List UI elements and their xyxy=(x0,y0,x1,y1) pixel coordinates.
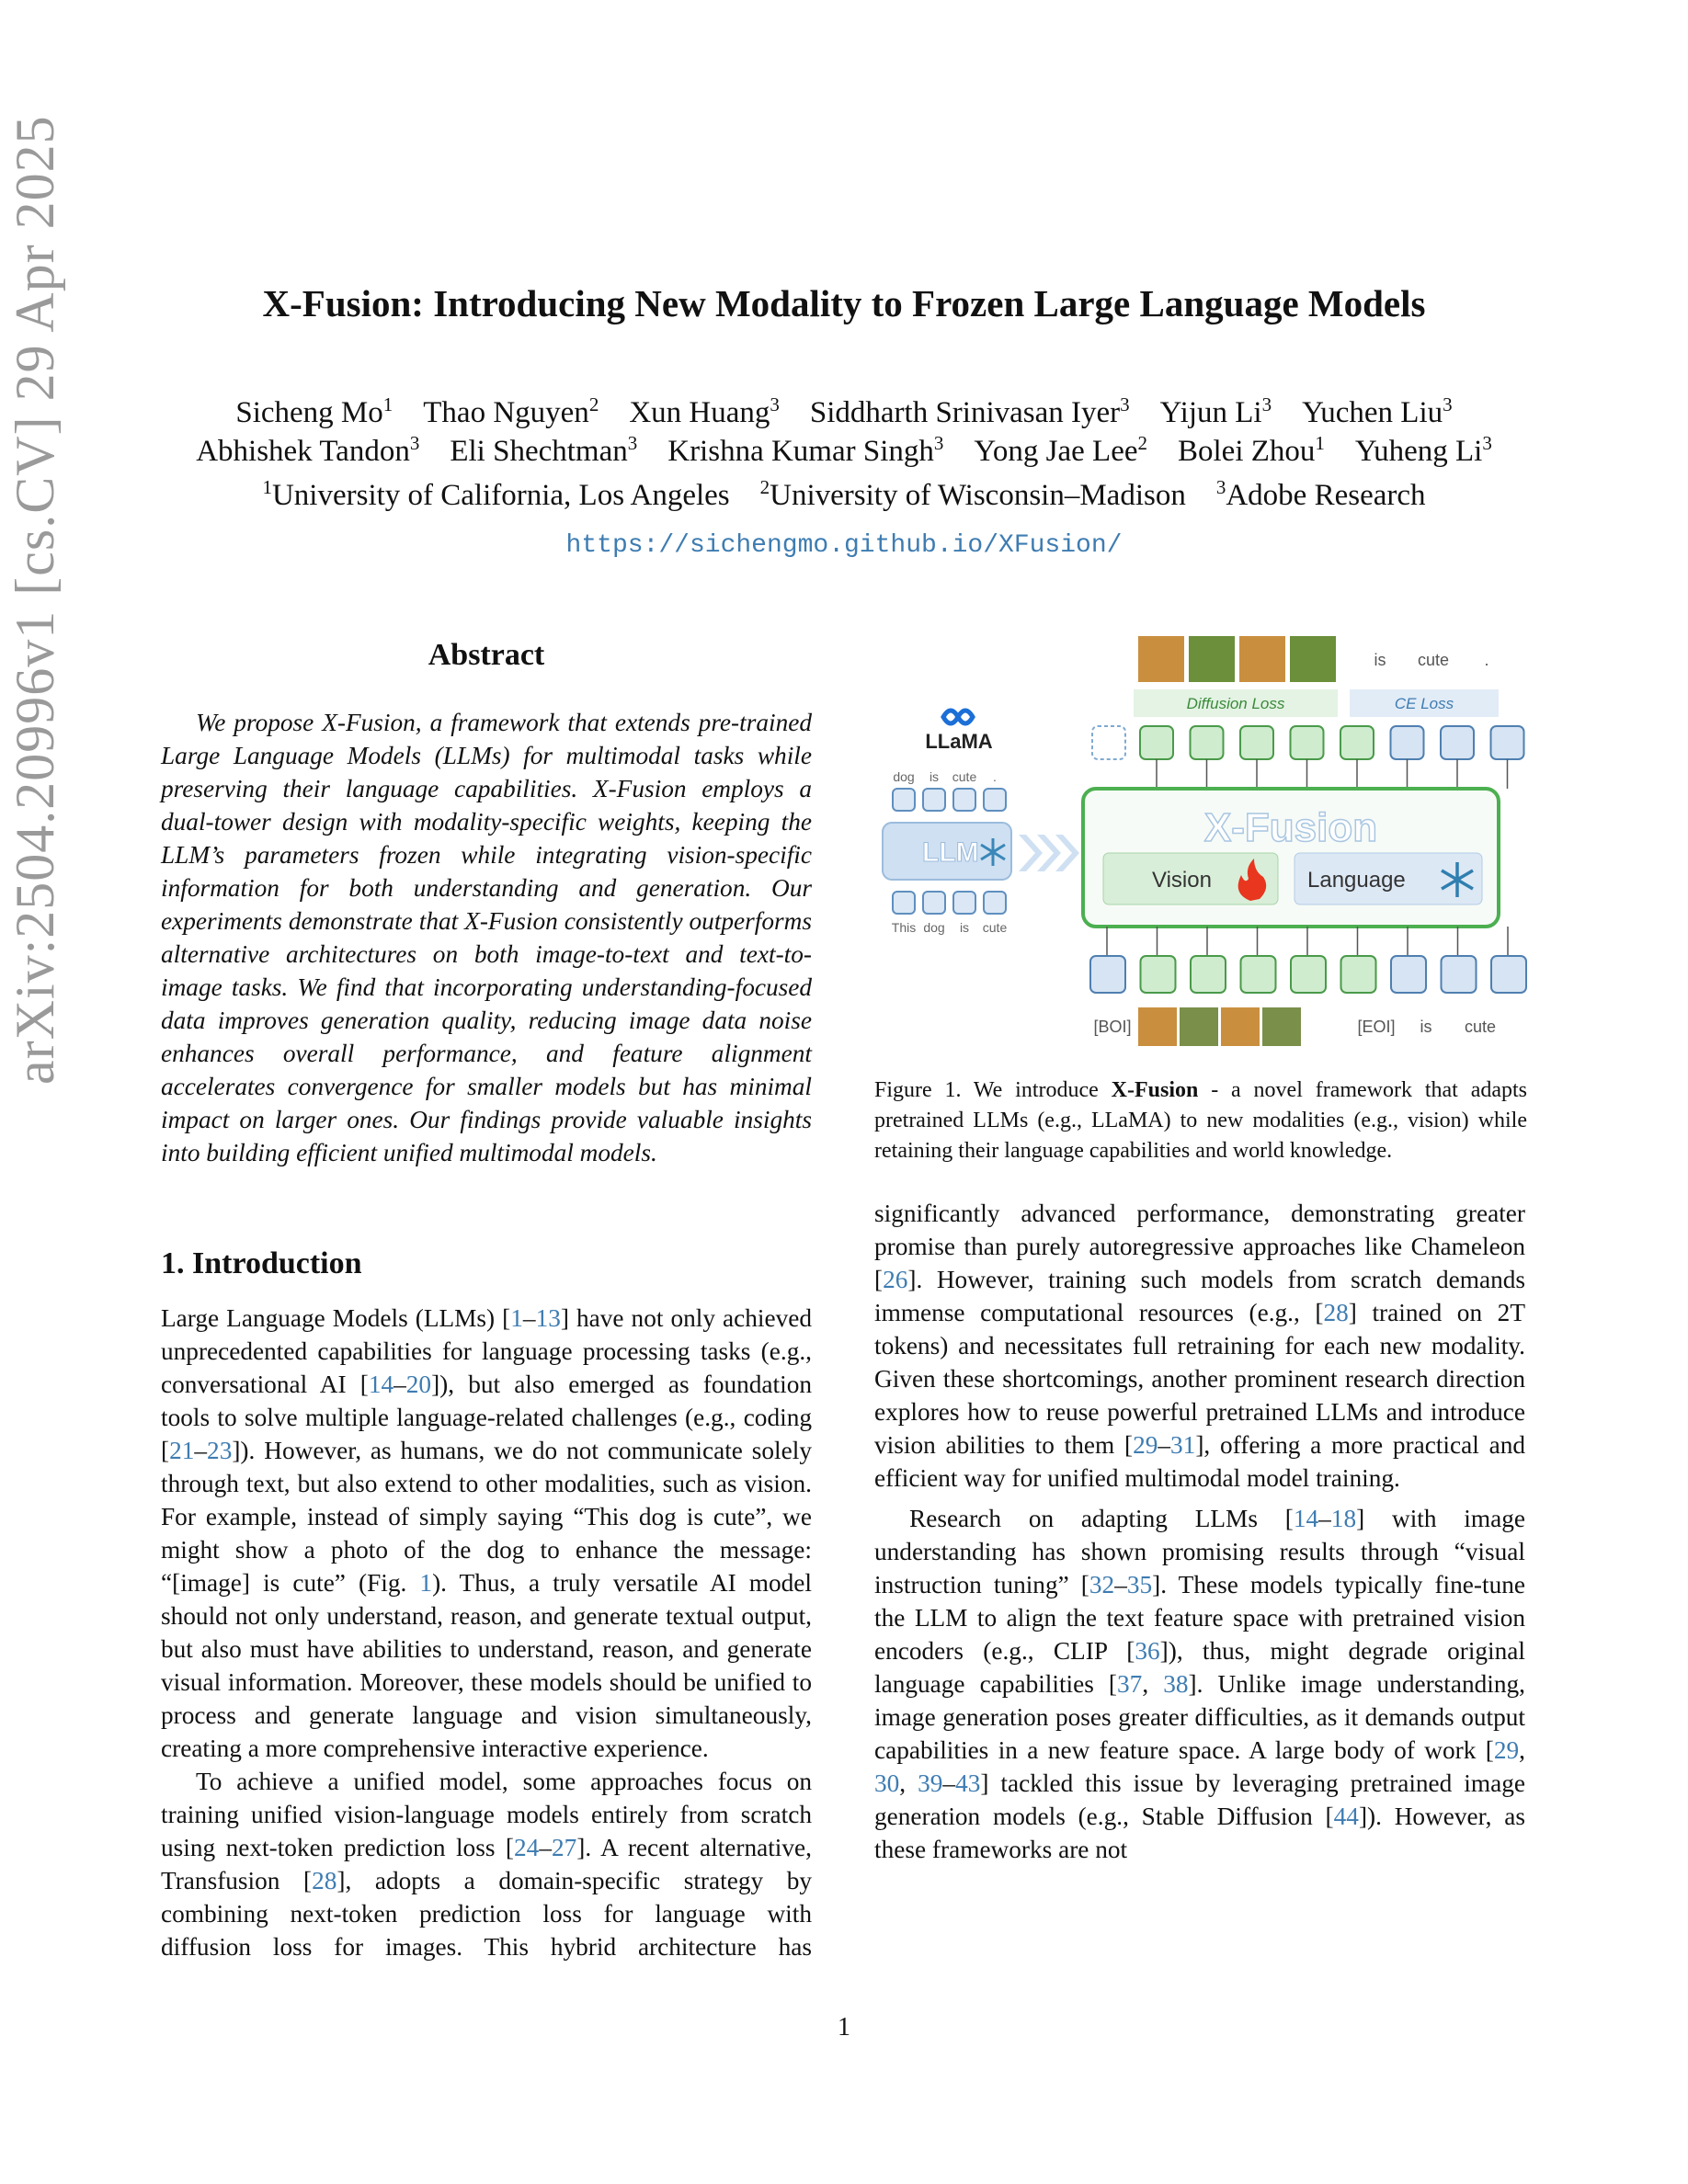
output-token-box xyxy=(1240,726,1273,759)
author-affiliation-mark: 1 xyxy=(382,393,393,415)
body-text: Research on adapting LLMs [ xyxy=(909,1505,1294,1532)
output-token-box xyxy=(1491,726,1524,759)
author-name: Eli Shechtman xyxy=(450,435,628,468)
affiliation-number: 3 xyxy=(1215,476,1226,498)
body-text: – xyxy=(393,1371,406,1398)
caption-bold: X-Fusion xyxy=(1111,1078,1199,1102)
output-token-label: . xyxy=(1484,651,1489,669)
body-text: ], offering a more practical and efficient way for unified multimodal model training. xyxy=(874,1431,1525,1492)
body-text: ] tackled this issue by leveraging pretrained image generation models (e.g., Stable Diffusion [ xyxy=(874,1769,1525,1830)
body-text: To achieve a unified model, some approaches focus on training unified vision-language models entirely from scratch using next-token prediction loss [ xyxy=(161,1768,812,1861)
token-box xyxy=(923,892,945,914)
output-token-box xyxy=(1441,726,1474,759)
author-affiliation-mark: 3 xyxy=(933,432,944,454)
body-text: ] have not only achieved unprecedented capabilities for language processing tasks (e.g., conversational AI [ xyxy=(161,1304,812,1398)
token-label: cute xyxy=(982,920,1008,935)
xfusion-label: X-Fusion xyxy=(1203,805,1378,850)
language-label: Language xyxy=(1307,868,1406,893)
figure-1-diagram xyxy=(872,634,1534,1057)
dog-image xyxy=(1138,1007,1177,1046)
body-text: ]. Unlike image understanding, image generation poses greater difficulties, as it demands output capabilities in a new feature space. A large body of work [ xyxy=(874,1670,1525,1764)
caption-rest: - a novel framework that adapts pretrained LLMs (e.g., LLaMA) to new modalities (e.g., vision) while retaining their language capabilities and world knowledge. xyxy=(874,1078,1527,1163)
author-affiliation-mark: 3 xyxy=(409,432,420,454)
token-label: dog xyxy=(893,769,915,784)
citation-link[interactable]: 13 xyxy=(535,1304,561,1332)
diffusion-loss-label: Diffusion Loss xyxy=(1186,695,1285,712)
author-affiliation-mark: 2 xyxy=(588,393,599,415)
input-token-label: is xyxy=(1420,1018,1432,1036)
caption-prefix: Figure 1. We introduce xyxy=(874,1078,1112,1102)
citation-link[interactable]: 31 xyxy=(1170,1431,1196,1459)
body-text: – xyxy=(1114,1571,1127,1598)
body-text: – xyxy=(1318,1505,1331,1532)
section-heading-introduction: 1. Introduction xyxy=(161,1246,362,1280)
citation-link[interactable]: 1 xyxy=(510,1304,523,1332)
citation-link[interactable]: 39 xyxy=(918,1769,943,1797)
author-affiliation-mark: 3 xyxy=(1120,393,1130,415)
citation-link[interactable]: 14 xyxy=(368,1371,394,1398)
input-token-label: [EOI] xyxy=(1357,1018,1396,1036)
body-text: , xyxy=(1519,1736,1525,1764)
citation-link[interactable]: 30 xyxy=(874,1769,900,1797)
paper-title: X-Fusion: Introducing New Modality to Frozen Large Language Models xyxy=(262,282,1426,324)
token-box xyxy=(953,789,975,811)
body-text: – xyxy=(194,1437,208,1464)
output-token-box xyxy=(1291,726,1324,759)
affiliation-name: Adobe Research xyxy=(1226,479,1426,512)
body-text: ]), but also emerged as foundation tools to solve multiple language-related challenges (e.g., coding [ xyxy=(161,1371,812,1464)
body-text: ] trained on 2T tokens) and necessitates full retraining for each new modality. Given these shortcomings, another prominent research direction explores how to reuse powerful pretrained LLMs and introduce vision abilities to them [ xyxy=(874,1299,1525,1459)
output-token-box xyxy=(1391,726,1424,759)
citation-link[interactable]: 43 xyxy=(955,1769,981,1797)
token-label: dog xyxy=(923,920,945,935)
input-token-box xyxy=(1391,956,1426,993)
affiliation-name: University of Wisconsin–Madison xyxy=(770,479,1186,512)
token-box xyxy=(893,892,915,914)
author-affiliation-mark: 3 xyxy=(1261,393,1272,415)
body-text: ]. However, training such models from scratch demands immense computational resources (e.g., [ xyxy=(874,1266,1525,1326)
body-text: ] with image understanding has shown promising results through “visual instruction tuning” [ xyxy=(874,1505,1525,1598)
input-token-label: [BOI] xyxy=(1093,1018,1132,1036)
output-token-label: is xyxy=(1374,651,1386,669)
author-list-line-1 xyxy=(0,393,1688,430)
citation-link[interactable]: 24 xyxy=(514,1834,540,1861)
input-token-label: cute xyxy=(1464,1018,1497,1036)
token-label: cute xyxy=(952,769,977,784)
author-affiliation-mark: 3 xyxy=(770,393,780,415)
citation-link[interactable]: 29 xyxy=(1493,1736,1520,1764)
body-text: Large Language Models (LLMs) [ xyxy=(161,1304,511,1332)
token-label: This xyxy=(891,920,917,935)
citation-link[interactable]: 32 xyxy=(1089,1571,1115,1598)
intro-paragraph-3 xyxy=(874,1502,1525,1866)
output-token-box xyxy=(1140,726,1173,759)
citation-link[interactable]: 18 xyxy=(1330,1505,1357,1532)
body-text: ]). However, as humans, we do not communicate solely through text, but also extend to other modalities, such as vision. For example, instead of simply saying “This dog is cute”, we might show a photo of the dog to enhance the message: “[image] is cute” (Fig. xyxy=(161,1437,812,1597)
llama-logo-text: LLaMA xyxy=(925,730,993,753)
input-token-box xyxy=(1241,956,1276,993)
author-name: Yong Jae Lee xyxy=(974,435,1138,468)
author-list-line-2 xyxy=(0,432,1688,469)
input-token-box xyxy=(1291,956,1326,993)
author-name: Abhishek Tandon xyxy=(196,435,410,468)
author-affiliation-mark: 2 xyxy=(1137,432,1147,454)
meta-logo-icon xyxy=(943,711,973,723)
input-token-box xyxy=(1491,956,1526,993)
body-text: ). Thus, a truly versatile AI model should not only understand, reason, and generate textual output, but also must have abilities to understand, reason, and generate visual information. Moreover, these models should be unified to process and generate language and vision simultaneously, creating a more comprehensive interactive experience. xyxy=(161,1569,812,1762)
citation-link[interactable]: 28 xyxy=(1323,1299,1349,1326)
ce-loss-label: CE Loss xyxy=(1394,695,1454,712)
citation-link[interactable]: 37 xyxy=(1117,1670,1143,1698)
body-text: ]). However, as these frameworks are not xyxy=(874,1803,1525,1863)
dog-image xyxy=(1180,1007,1218,1046)
input-token-box xyxy=(1341,956,1376,993)
intro-paragraph-2-cont xyxy=(874,1197,1525,1495)
author-affiliation-mark: 1 xyxy=(1315,432,1325,454)
output-token-label: cute xyxy=(1417,651,1450,669)
author-name: Krishna Kumar Singh xyxy=(667,435,934,468)
input-token-box xyxy=(1141,956,1176,993)
project-url-link[interactable]: https://sichengmo.github.io/XFusion/ xyxy=(565,531,1123,560)
abstract-text: We propose X-Fusion, a framework that extends pre-trained Large Language Models (LLMs) for multimodal tasks while preserving their language capabilities. X-Fusion employs a dual-tower design with modality-specific weights, keeping the LLM’s parameters frozen while integrating vision-specific information for both understanding and generation. Our experiments demonstrate that X-Fusion consistently outperforms alternative architectures on both image-to-text and text-to-image tasks. We find that incorporating understanding-focused data improves generation quality, reducing image data noise enhances overall performance, and feature alignment accelerates convergence for smaller models but has minimal impact on larger ones. Our findings provide valuable insights into building efficient unified multimodal models. xyxy=(161,709,812,1166)
citation-link[interactable]: 14 xyxy=(1293,1505,1319,1532)
affiliation-name: University of California, Los Angeles xyxy=(271,479,730,512)
body-text: ]), thus, might degrade original language capabilities [ xyxy=(874,1637,1525,1698)
vision-label: Vision xyxy=(1152,868,1212,893)
citation-link[interactable]: 28 xyxy=(312,1867,337,1894)
body-text: , xyxy=(899,1769,918,1797)
citation-link[interactable]: 27 xyxy=(551,1834,577,1861)
token-label: is xyxy=(929,769,940,784)
author-name: Bolei Zhou xyxy=(1178,435,1316,468)
affiliation-list xyxy=(0,476,1688,513)
body-text: – xyxy=(522,1304,536,1332)
author-name: Yuchen Liu xyxy=(1302,396,1443,429)
dog-image xyxy=(1189,636,1235,682)
token-label: . xyxy=(993,769,997,784)
body-text: – xyxy=(539,1834,552,1861)
body-text: significantly advanced performance, demonstrating greater promise than purely autoregressive approaches like Chameleon [ xyxy=(874,1200,1525,1293)
author-affiliation-mark: 3 xyxy=(1443,393,1453,415)
abstract-heading: Abstract xyxy=(428,638,545,672)
intro-paragraph-1 xyxy=(161,1302,812,1765)
intro-paragraph-2 xyxy=(161,1765,812,1963)
dog-image xyxy=(1262,1007,1301,1046)
dog-image xyxy=(1239,636,1285,682)
author-name: Siddharth Srinivasan Iyer xyxy=(809,396,1121,429)
body-text: , xyxy=(1142,1670,1164,1698)
author-name: Xun Huang xyxy=(629,396,770,429)
token-box xyxy=(984,789,1006,811)
author-name: Thao Nguyen xyxy=(423,396,589,429)
body-text: – xyxy=(942,1769,956,1797)
author-affiliation-mark: 3 xyxy=(627,432,638,454)
author-affiliation-mark: 3 xyxy=(1482,432,1492,454)
citation-link[interactable]: 20 xyxy=(405,1371,432,1398)
citation-link[interactable]: 29 xyxy=(1133,1431,1158,1459)
output-token-box xyxy=(1191,726,1224,759)
token-label: is xyxy=(959,920,970,935)
figure-1-caption xyxy=(874,1075,1527,1166)
token-box xyxy=(953,892,975,914)
input-token-box xyxy=(1090,956,1125,993)
body-text: ]. A recent alternative, Transfusion [ xyxy=(161,1834,812,1894)
token-box xyxy=(984,892,1006,914)
llm-label: LLM xyxy=(922,837,979,868)
affiliation-number: 2 xyxy=(759,476,770,498)
citation-link[interactable]: 44 xyxy=(1333,1803,1359,1830)
affiliation-number: 1 xyxy=(262,476,272,498)
author-name: Sicheng Mo xyxy=(235,396,383,429)
token-box xyxy=(923,789,945,811)
citation-link[interactable]: 1 xyxy=(419,1569,433,1597)
author-name: Yijun Li xyxy=(1159,396,1262,429)
citation-link[interactable]: 35 xyxy=(1126,1571,1153,1598)
body-text: ], adopts a domain-specific strategy by combining next-token prediction loss for language with diffusion loss for images. This hybrid architecture has xyxy=(161,1867,812,1961)
token-box xyxy=(893,789,915,811)
input-token-box xyxy=(1191,956,1226,993)
body-text: – xyxy=(1158,1431,1171,1459)
dog-image xyxy=(1138,636,1184,682)
body-text: ]. These models typically fine-tune the LLM to align the text feature space with pretrained vision encoders (e.g., CLIP [ xyxy=(874,1571,1525,1665)
figure-1 xyxy=(872,634,1534,1057)
arxiv-sidebar-id: arXiv:2504.20996v1 [cs.CV] 29 Apr 2025 xyxy=(5,115,65,1085)
input-token-box xyxy=(1442,956,1477,993)
author-name: Yuheng Li xyxy=(1354,435,1483,468)
citation-link[interactable]: 36 xyxy=(1135,1637,1160,1665)
dog-image xyxy=(1290,636,1336,682)
page-number: 1 xyxy=(838,2013,850,2042)
output-token-box xyxy=(1092,726,1125,759)
citation-link[interactable]: 23 xyxy=(207,1437,233,1464)
output-token-box xyxy=(1340,726,1374,759)
citation-link[interactable]: 26 xyxy=(883,1266,908,1293)
citation-link[interactable]: 38 xyxy=(1163,1670,1189,1698)
dog-image xyxy=(1221,1007,1260,1046)
citation-link[interactable]: 21 xyxy=(169,1437,195,1464)
forward-arrows xyxy=(1019,835,1079,871)
